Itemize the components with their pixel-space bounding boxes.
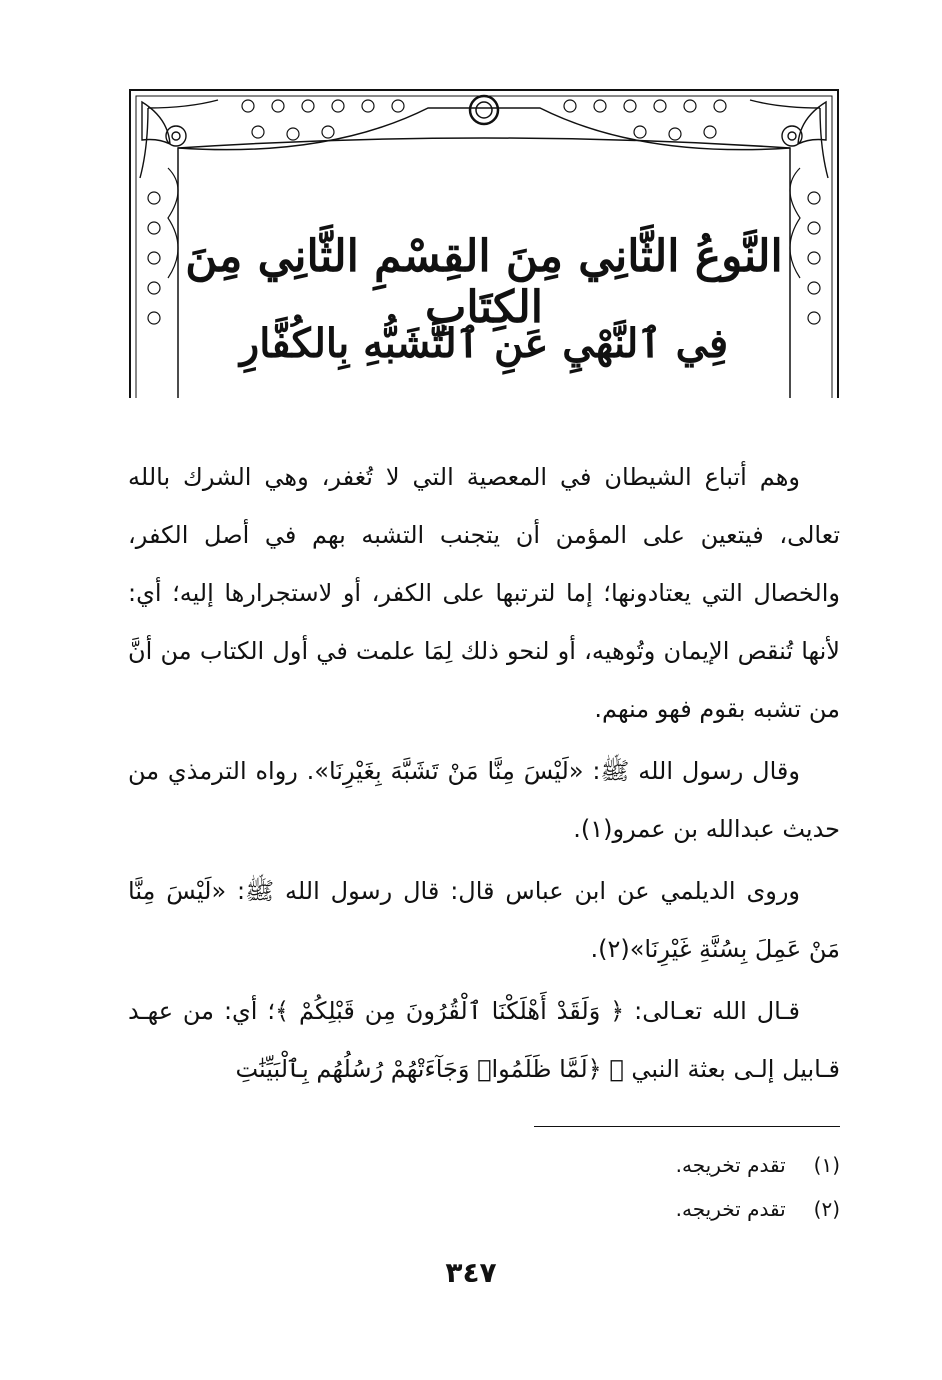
paragraph: وهم أتباع الشيطان في المعصية التي لا تُغفر، وهي الشرك بالله تعالى، فيتعين على المؤمن أن يتجنب التشبه بهم في أصل الكفر، والخصال التي يعتادونها؛ إما لترتبها على الكفر، أو لاستجرارها إليه؛ أي: لأنها تُنقص الإيمان وتُوهيه، أو لنحو ذلك لِمَا علمت في أول الكتاب من أنَّ من تشبه بقوم فهو منهم. (128, 463, 840, 723)
footnote-item (128, 1148, 840, 1192)
footnote-item (128, 1192, 840, 1236)
footnotes (128, 1148, 840, 1236)
footnote-divider (534, 1126, 840, 1127)
chapter-subtitle: فِي ٱلنَّهْيِ عَنِ ٱلتَّشَبُّهِ بِالكُفَّارِ (239, 320, 729, 367)
footnote-number: (٢) (813, 1197, 840, 1221)
paragraph: وروى الديلمي عن ابن عباس قال: قال رسول الله ﷺ: «لَيْسَ مِنَّا مَنْ عَمِلَ بِسُنَّةِ غَيْرِنَا»(٢). (128, 877, 840, 963)
chapter-title: النَّوعُ الثَّانِي مِنَ القِسْمِ الثَّانِي مِنَ الكِتَابِ (185, 231, 783, 333)
paragraph: قـال الله تعـالى: ﴿ وَلَقَدْ أَهْلَكْنَا ٱلْقُرُونَ مِن قَبْلِكُمْ ﴾؛ أي: من عهـد قـابيل إلـى بعثة النبي ﷺ ﴿لَمَّا ظَلَمُوا۟ وَجَآءَتْهُمْ رُسُلُهُم بِٱلْبَيِّنَٰتِ (128, 997, 840, 1083)
footnote-text: تقدم تخريجه. (675, 1153, 786, 1177)
page-number: ٣٤٧ (445, 1256, 497, 1289)
footnote-text: تقدم تخريجه. (675, 1197, 786, 1221)
footnote-number: (١) (813, 1153, 840, 1177)
body-text (128, 448, 840, 1102)
ornamental-header (128, 88, 840, 400)
paragraph: وقال رسول الله ﷺ: «لَيْسَ مِنَّا مَنْ تَشَبَّهَ بِغَيْرِنَا». رواه الترمذي من حديث عبدالله بن عمرو(١). (128, 757, 840, 843)
